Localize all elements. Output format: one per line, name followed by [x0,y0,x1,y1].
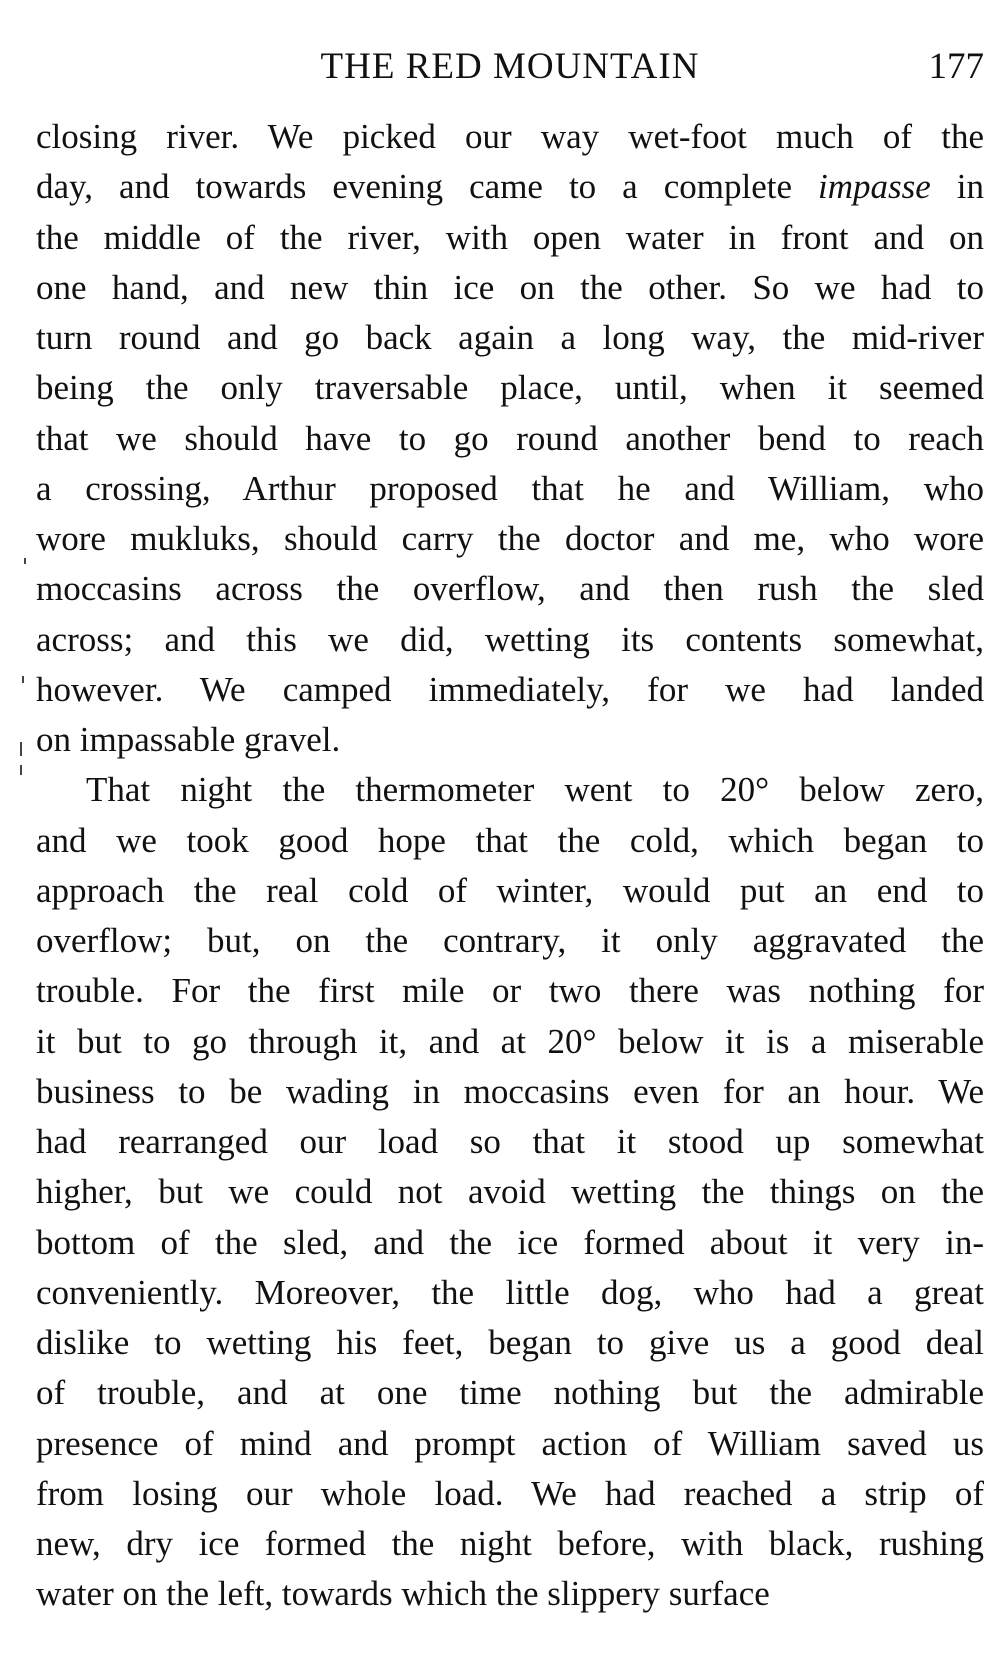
running-title: THE RED MOUNTAIN [320,46,700,87]
italic-word: impasse [818,167,931,207]
text-line: had rearranged our load so that it stood up somewhat [36,1122,984,1161]
text-line: That night the thermometer went to 20° below zero, [86,770,984,810]
text-line: trouble. For the first mile or two there was nothing for [36,971,984,1011]
text-line: on impassable gravel. [36,720,341,759]
text-line: of trouble, and at one time nothing but the admirable [36,1373,984,1413]
text-line: across; and this we did, wetting its contents somewhat, [36,619,984,659]
margin-speck [20,765,22,775]
text-line: conveniently. Moreover, the little dog, who had a great [36,1272,984,1312]
margin-speck [24,558,26,564]
paragraph [36,765,984,1619]
text-line: however. We camped immediately, for we had landed [36,669,984,709]
text-line: from losing our whole load. We had reached a strip of [36,1473,984,1513]
text-line: overflow; but, on the contrary, it only aggravated the [36,921,984,960]
text-line: the middle of the river, with open water in front and on [36,217,984,257]
text-line: presence of mind and prompt action of William saved us [36,1423,984,1463]
text-line: day, and towards evening came to a complete impasse in [36,167,984,207]
margin-speck [20,742,22,756]
text-line: higher, but we could not avoid wetting the things on the [36,1172,984,1212]
text-line: and we took good hope that the cold, which began to [36,820,984,860]
text-line: dislike to wetting his feet, began to give us a good deal [36,1323,984,1362]
running-head [36,42,984,92]
text-line: a crossing, Arthur proposed that he and William, who [36,468,984,508]
text-line: turn round and go back again a long way, the mid-river [36,318,984,357]
text-line: wore mukluks, should carry the doctor and me, who wore [36,519,984,558]
body-text [36,112,984,1620]
text-line: approach the real cold of winter, would put an end to [36,870,984,910]
text-line: closing river. We picked our way wet-foot much of the [36,117,984,156]
margin-speck [22,676,24,683]
text-line: water on the left, towards which the slippery surface [36,1574,770,1614]
text-line: being the only traversable place, until, when it seemed [36,368,984,408]
text-line: bottom of the sled, and the ice formed about it very in- [36,1222,984,1262]
text-line: new, dry ice formed the night before, with black, rushing [36,1524,984,1563]
text-line: moccasins across the overflow, and then rush the sled [36,569,984,609]
text-line: it but to go through it, and at 20° below it is a miserable [36,1021,984,1061]
text-line: that we should have to go round another bend to reach [36,418,984,458]
text-line: business to be wading in moccasins even for an hour. We [36,1071,984,1111]
page-number: 177 [928,46,984,87]
text-line: one hand, and new thin ice on the other. So we had to [36,267,984,307]
paragraph [36,112,984,765]
